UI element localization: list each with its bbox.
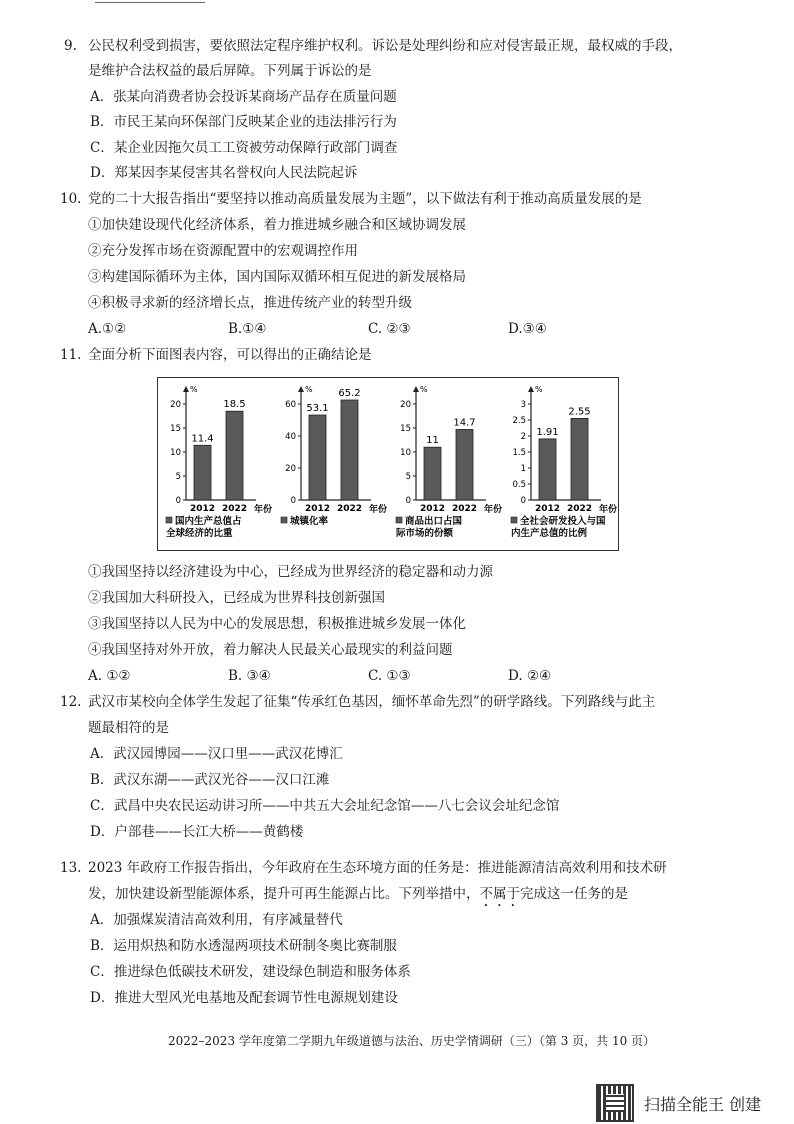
q11-number: 11. [60,347,82,363]
chart2-category-2022: 2022 [336,504,363,514]
q10-statement-3: ③构建国际循环为主体，国内国际双循环相互促进的新发展格局 [88,269,466,285]
chart1-unit-label: % [190,385,198,394]
chart4-x-axis-label: 年份 [599,505,618,515]
q12-stem-line2: 题最相符的是 [88,720,169,736]
q13-stem-line2 [88,884,628,910]
chart1-tick-label: 10 [170,448,181,458]
chart2-data-label-2012: 53.1 [306,403,329,415]
chart1-tick-label: 20 [170,400,181,410]
chart3-tick-label: 0 [405,496,411,506]
chart2-data-label-2022: 65.2 [338,388,361,399]
q13-option-d: D．推进大型风光电基地及配套调节性电源规划建设 [90,990,398,1006]
chart2-bar-2022 [341,400,358,500]
chart4-tick-label: 2.5 [512,416,526,426]
q10-option-c: C. ②③ [368,321,411,337]
chart2-tick-label: 0 [290,496,296,506]
chart3-category-2012: 2012 [419,504,446,514]
chart4-bar-2022 [571,418,588,500]
chart2-unit-label: % [305,385,313,394]
chart2-legend-swatch [281,517,287,523]
chart4-category-2012: 2012 [534,504,561,514]
q13-stem-line2-part3: 完成这一任务的是 [520,886,628,902]
chart1-legend-text: 全球经济的比重 [166,528,233,539]
q10-statement-1: ①加快建设现代化经济体系，着力推进城乡融合和区域协调发展 [88,217,466,233]
chart4-unit-label: % [535,385,543,394]
q11-statement-2: ②我国加大科研投入，已经成为世界科技创新强国 [88,590,385,606]
q11-option-d: D. ②④ [508,668,552,684]
chart1-category-2012: 2012 [189,504,216,514]
scanner-watermark-text: 扫描全能王 创建 [644,1094,762,1114]
chart1-data-label-2022: 18.5 [223,399,246,411]
q10-statement-4: ④积极寻求新的经济增长点，推进传统产业的转型升级 [88,295,412,311]
q13-option-a: A．加强煤炭清洁高效利用，有序减量替代 [90,912,343,928]
chart4-tick-label: 0.5 [512,480,526,490]
chart4-legend-text: 内生产总值的比例 [511,528,588,539]
chart3-legend-text: 商品出口占国 [405,516,463,527]
chart2-y-arrow [298,386,304,392]
chart2-legend-text: 城镇化率 [290,516,329,527]
chart4-legend-swatch [511,517,517,523]
q11-option-b: B. ③④ [228,668,271,684]
chart2-x-axis-label: 年份 [369,505,388,515]
q11-option-a: A. ①② [88,668,131,684]
q13-option-c: C．推进绿色低碳技术研发，建设绿色制造和服务体系 [90,964,411,980]
chart4-y-arrow [528,386,534,392]
chart3-legend-swatch [396,517,402,523]
q12-option-c: C．武昌中央农民运动讲习所——中共五大会址纪念馆——八七会议会址纪念馆 [90,798,560,814]
q9-option-b: B．市民王某向环保部门反映某企业的违法排污行为 [90,114,397,130]
q13-option-b: B．运用炽热和防水透湿两项技术研制冬奥比赛制服 [90,938,397,954]
q13-emphasis-not-belong: 不属于 [479,886,520,902]
chart2-category-2012: 2012 [304,504,331,514]
chart1-tick-label: 15 [170,424,181,434]
chart2-tick-label: 40 [285,432,296,442]
q11-statement-4: ④我国坚持对外开放，着力解决人民最关心最现实的利益问题 [88,642,453,658]
chart1-tick-label: 5 [175,472,181,482]
top-cut-text-fragment [95,0,205,3]
q12-option-d: D．户部巷——长江大桥——黄鹤楼 [90,824,304,840]
chart3-data-label-2012: 11 [426,435,439,447]
chart2-bar-2012 [309,415,326,500]
chart2-tick-label: 60 [285,400,296,410]
qr-code-icon [596,1084,634,1122]
chart4-category-2022: 2022 [566,504,593,514]
q10-option-a: A.①② [88,321,127,337]
q13-stem-line2-part1: 发，加快建设新型能源体系，提升可再生能源占比。下列举措中， [88,886,480,902]
chart1-category-2022: 2022 [221,504,248,514]
chart3-x-axis-label: 年份 [484,505,503,515]
q9-stem-line1: 公民权利受到损害，要依照法定程序维护权利。诉讼是处理纠纷和应对侵害最正规，最权威的手段， [88,38,682,54]
chart3-data-label-2022: 14.7 [453,417,476,429]
q9-option-d: D．郑某因李某侵害其名誉权向人民法院起诉 [90,165,358,181]
chart1-y-arrow [183,386,189,392]
q11-stem: 全面分析下面图表内容，可以得出的正确结论是 [88,347,372,363]
chart4-tick-label: 3 [520,400,526,410]
q9-option-c: C．某企业因拖欠员工工资被劳动保障行政部门调查 [90,140,398,156]
chart4-legend-text: 全社会研发投入与国 [520,516,606,527]
chart1-data-label-2012: 11.4 [191,433,214,445]
q10-stem: 党的二十大报告指出“要坚持以推动高质量发展为主题”，以下做法有利于推动高质量发展的是 [88,191,642,207]
chart4-tick-label: 2 [520,432,526,442]
chart4-data-label-2012: 1.91 [536,426,559,438]
chart3-bar-2012 [424,447,441,500]
chart3-bar-2022 [456,429,473,500]
chart2-tick-label: 20 [285,464,296,474]
chart1-x-axis-label: 年份 [254,505,273,515]
q10-option-b: B.①④ [228,321,267,337]
chart4-tick-label: 0 [520,496,526,506]
q12-option-a: A．武汉园博园——汉口里——武汉花博汇 [90,746,343,762]
q11-bar-charts [158,378,618,550]
chart4-tick-label: 1.5 [512,448,526,458]
page-footer: 2022–2023 学年度第二学期九年级道德与法治、历史学情调研（三）（第 3 页，共 10 页） [168,1034,656,1048]
scanner-watermark [596,1083,761,1123]
q12-stem-line1: 武汉市某校向全体学生发起了征集“传承红色基因，缅怀革命先烈”的研学路线。下列路线与此主 [88,694,656,710]
chart4-tick-label: 1 [520,464,526,474]
q10-option-d: D.③④ [508,321,547,337]
q12-option-b: B．武汉东湖——武汉光谷——汉口江滩 [90,772,330,788]
chart1-legend-text: 国内生产总值占 [175,516,242,527]
chart1-bar-2022 [226,411,243,500]
chart4-bar-2012 [539,439,556,500]
q11-statement-1: ①我国坚持以经济建设为中心，已经成为世界经济的稳定器和动力源 [88,564,493,580]
q10-statement-2: ②充分发挥市场在资源配置中的宏观调控作用 [88,243,358,259]
q9-stem-line2: 是维护合法权益的最后屏障。下列属于诉讼的是 [88,63,372,79]
q11-option-c: C. ①③ [368,668,411,684]
chart3-y-arrow [413,386,419,392]
chart3-tick-label: 10 [400,448,411,458]
q9-number: 9. [64,38,77,54]
chart1-bar-2012 [194,445,211,500]
q13-number: 13. [60,860,82,876]
chart3-legend-text: 际市场的份额 [396,528,454,539]
q10-number: 10. [60,191,82,207]
chart3-category-2022: 2022 [451,504,478,514]
q12-number: 12. [60,694,82,710]
chart1-legend-swatch [166,517,172,523]
chart1-tick-label: 0 [175,496,181,506]
q13-stem-line1: 2023 年政府工作报告指出，今年政府在生态环境方面的任务是：推进能源清洁高效利用和技术研 [88,860,667,876]
q11-statement-3: ③我国坚持以人民为中心的发展思想，积极推进城乡发展一体化 [88,616,466,632]
chart3-tick-label: 20 [400,400,411,410]
q9-option-a: A．张某向消费者协会投诉某商场产品存在质量问题 [90,89,397,105]
chart3-tick-label: 15 [400,424,411,434]
q11-chart-figure [157,377,619,551]
chart3-tick-label: 5 [405,472,411,482]
chart3-unit-label: % [420,385,428,394]
chart4-data-label-2022: 2.55 [568,406,591,418]
